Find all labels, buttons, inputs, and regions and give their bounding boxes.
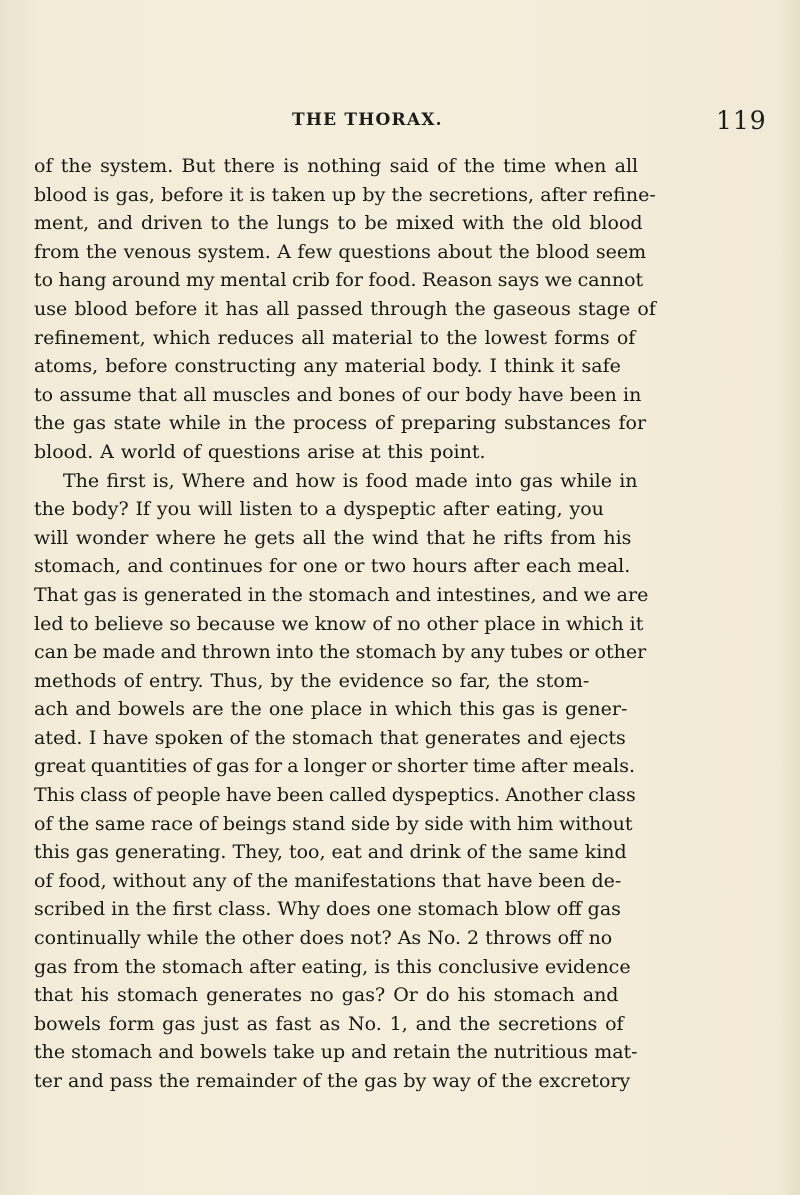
text-line: the gas state while in the process of preparing substances for	[34, 412, 647, 435]
text-line: blood. A world of questions arise at this point.	[34, 440, 486, 463]
text-line: that his stomach generates no gas? Or do his stomach and	[34, 984, 619, 1007]
text-line: this gas generating. They, too, eat and drink of the same kind	[34, 841, 627, 864]
text-line: of food, without any of the manifestations that have been de-	[34, 869, 622, 892]
text-line: from the venous system. A few questions about the blood seem	[34, 240, 647, 263]
text-line: use blood before it has all passed through the gaseous stage of	[34, 297, 656, 320]
text-line: ter and pass the remainder of the gas by way of the excretory	[34, 1070, 631, 1092]
text-line: gas from the stomach after eating, is this conclusive evidence	[34, 955, 631, 978]
text-line: ment, and driven to the lungs to be mixed with the old blood	[34, 212, 643, 235]
text-line: the stomach and bowels take up and retain the nutritious mat-	[34, 1041, 638, 1064]
text-line: That gas is generated in the stomach and intestines, and we are	[34, 583, 649, 606]
text-line: to assume that all muscles and bones of our body have been in	[34, 383, 642, 406]
text-line: will wonder where he gets all the wind that he rifts from his	[34, 526, 632, 549]
text-line: scribed in the first class. Why does one stomach blow off gas	[34, 898, 621, 921]
page-header	[0, 102, 800, 142]
text-line: the body? If you will listen to a dyspeptic after eating, you	[34, 498, 604, 521]
text-line: bowels form gas just as fast as No. 1, and the secretions of	[34, 1012, 624, 1035]
text-line: stomach, and continues for one or two hours after each meal.	[34, 555, 631, 578]
text-line: atoms, before constructing any material body. I think it safe	[34, 355, 621, 378]
text-line: ated. I have spoken of the stomach that generates and ejects	[34, 726, 626, 749]
text-line: of the system. But there is nothing said of the time when all	[34, 155, 639, 177]
text-line: The first is, Where and how is food made into gas while in	[63, 469, 638, 492]
page-number: 119	[716, 106, 767, 135]
body-text	[34, 152, 800, 1096]
text-line: to hang around my mental crib for food. Reason says we cannot	[34, 269, 644, 292]
text-line: continually while the other does not? As No. 2 throws off no	[34, 927, 613, 950]
text-line: This class of people have been called dyspeptics. Another class	[34, 784, 636, 807]
text-line: led to believe so because we know of no other place in which it	[34, 612, 644, 635]
text-line: blood is gas, before it is taken up by the secretions, after refine-	[34, 183, 656, 206]
text-line: of the same race of beings stand side by side with him without	[34, 812, 633, 835]
text-line: great quantities of gas for a longer or shorter time after meals.	[34, 755, 636, 778]
text-line: refinement, which reduces all material to the lowest forms of	[34, 326, 636, 349]
text-line: ach and bowels are the one place in which this gas is gener-	[34, 698, 628, 721]
text-line: can be made and thrown into the stomach by any tubes or other	[34, 641, 647, 664]
text-line: methods of entry. Thus, by the evidence so far, the stom-	[34, 669, 590, 692]
running-head: THE THORAX.	[292, 110, 443, 130]
